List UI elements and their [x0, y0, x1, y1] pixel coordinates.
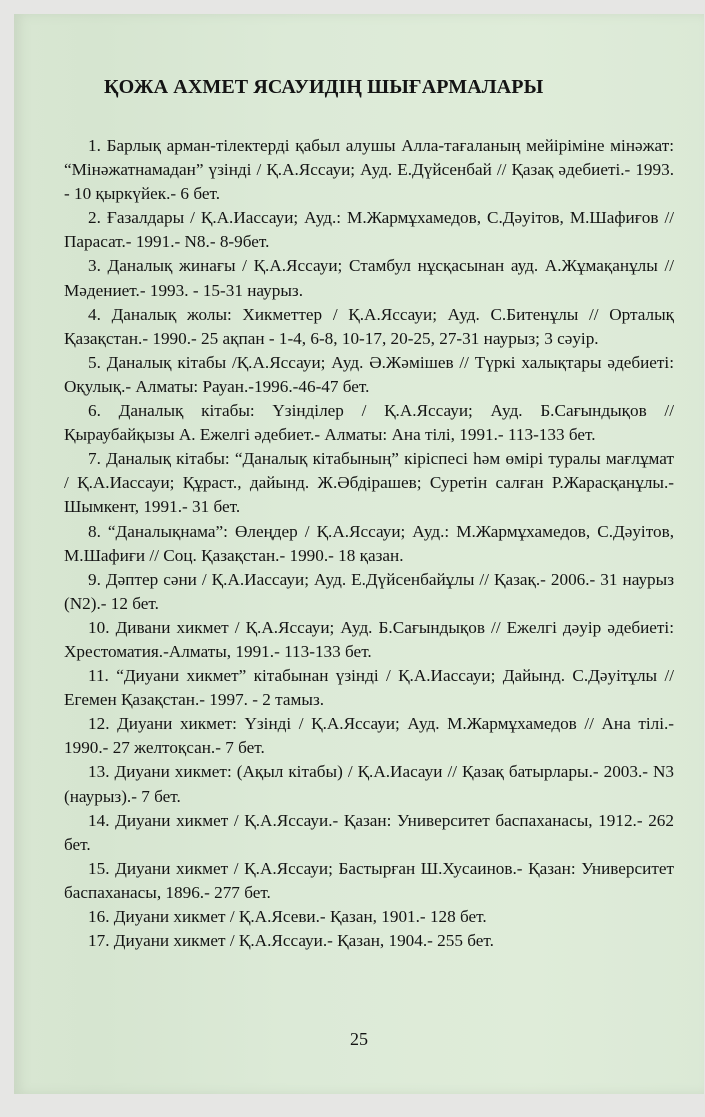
bibliography-entry-1: 1. Барлық арман-тілектерді қабыл алушы Алла-тағаланың мейіріміне мінәжат: “Мінәжатнамадан” үзінді / Қ.А.Яссауи; Ауд. Е.Дүйсенбай // Қазақ әдебиеті.- 1993. - 10 қыркүйек.- 6 бет. [64, 136, 674, 204]
bibliography-entry-13: 13. Диуани хикмет: (Ақыл кітабы) / Қ.А.Иасауи // Қазақ батырлары.- 2003.- N3 (наурыз).- 7 бет. [64, 762, 674, 806]
book-page [14, 14, 704, 1094]
bibliography-entry-10: 10. Дивани хикмет / Қ.А.Яссауи; Ауд. Б.Сағындықов // Ежелгі дәуір әдебиеті: Хрестоматия.-Алматы, 1991.- 113-133 бет. [64, 617, 674, 661]
bibliography-entry-12: 12. Диуани хикмет: Үзінді / Қ.А.Яссауи; Ауд. М.Жармұхамедов // Ана тілі.- 1990.- 27 желтоқсан.- 7 бет. [64, 714, 674, 758]
bibliography-entry-3: 3. Даналық жинағы / Қ.А.Яссауи; Стамбул нұсқасынан ауд. А.Жұмақанұлы // Мәдениет.- 1993. - 15-31 наурыз. [64, 256, 674, 300]
page-number: 25 [350, 1029, 368, 1049]
bibliography-entry-6: 6. Даналық кітабы: Үзінділер / Қ.А.Яссауи; Ауд. Б.Сағындықов // Қыраубайқызы А. Ежелгі әдебиет.- Алматы: Ана тілі, 1991.- 113-133 бет. [64, 401, 674, 445]
bibliography-entry-17: 17. Диуани хикмет / Қ.А.Яссауи.- Қазан, 1904.- 255 бет. [88, 931, 494, 951]
bibliography-entry-5: 5. Даналық кітабы /Қ.А.Яссауи; Ауд. Ә.Жәмішев // Түркі халықтары әдебиеті: Оқулық.- Алматы: Рауан.-1996.-46-47 бет. [64, 352, 674, 396]
bibliography-entry-7: 7. Даналық кітабы: “Даналық кітабының” кіріспесі һәм өмірі туралы мағлұмат / Қ.А.Иассауи; Құраст., дайынд. Ж.Әбдірашев; Суретін салған Р.Жарасқанұлы.- Шымкент, 1991.- 31 бет. [64, 449, 674, 517]
bibliography-entry-14: 14. Диуани хикмет / Қ.А.Яссауи.- Қазан: Университет баспаханасы, 1912.- 262 бет. [64, 810, 674, 854]
page-title: ҚОЖА АХМЕТ ЯСАУИДІҢ ШЫҒАРМАЛАРЫ [104, 76, 544, 98]
bibliography-entry-2: 2. Ғазалдары / Қ.А.Иассауи; Ауд.: М.Жармұхамедов, С.Дәуітов, М.Шафиғов // Парасат.- 1991.- N8.- 8-9бет. [64, 208, 674, 252]
bibliography-entry-11: 11. “Диуани хикмет” кітабынан үзінді / Қ.А.Иассауи; Дайынд. С.Дәуітұлы // Егемен Қазақстан.- 1997. - 2 тамыз. [64, 666, 674, 710]
bibliography-entry-16: 16. Диуани хикмет / Қ.А.Ясеви.- Қазан, 1901.- 128 бет. [88, 907, 487, 926]
bibliography-entry-15: 15. Диуани хикмет / Қ.А.Яссауи; Бастырған Ш.Хусаинов.- Қазан: Университет баспаханасы, 1896.- 277 бет. [64, 858, 674, 902]
bibliography-list [64, 134, 674, 953]
bibliography-entry-9: 9. Дәптер сәни / Қ.А.Иассауи; Ауд. Е.Дүйсенбайұлы // Қазақ.- 2006.- 31 наурыз (N2).- 12 бет. [64, 569, 674, 613]
bibliography-entry-4: 4. Даналық жолы: Хикметтер / Қ.А.Яссауи; Ауд. С.Битенұлы // Орталық Қазақстан.- 1990.- 25 ақпан - 1-4, 6-8, 10-17, 20-25, 27-31 наурыз; 3 сәуір. [64, 304, 674, 348]
bibliography-entry-8: 8. “Даналықнама”: Өлеңдер / Қ.А.Яссауи; Ауд.: М.Жармұхамедов, С.Дәуітов, М.Шафиғи // Соц. Қазақстан.- 1990.- 18 қазан. [64, 521, 674, 565]
